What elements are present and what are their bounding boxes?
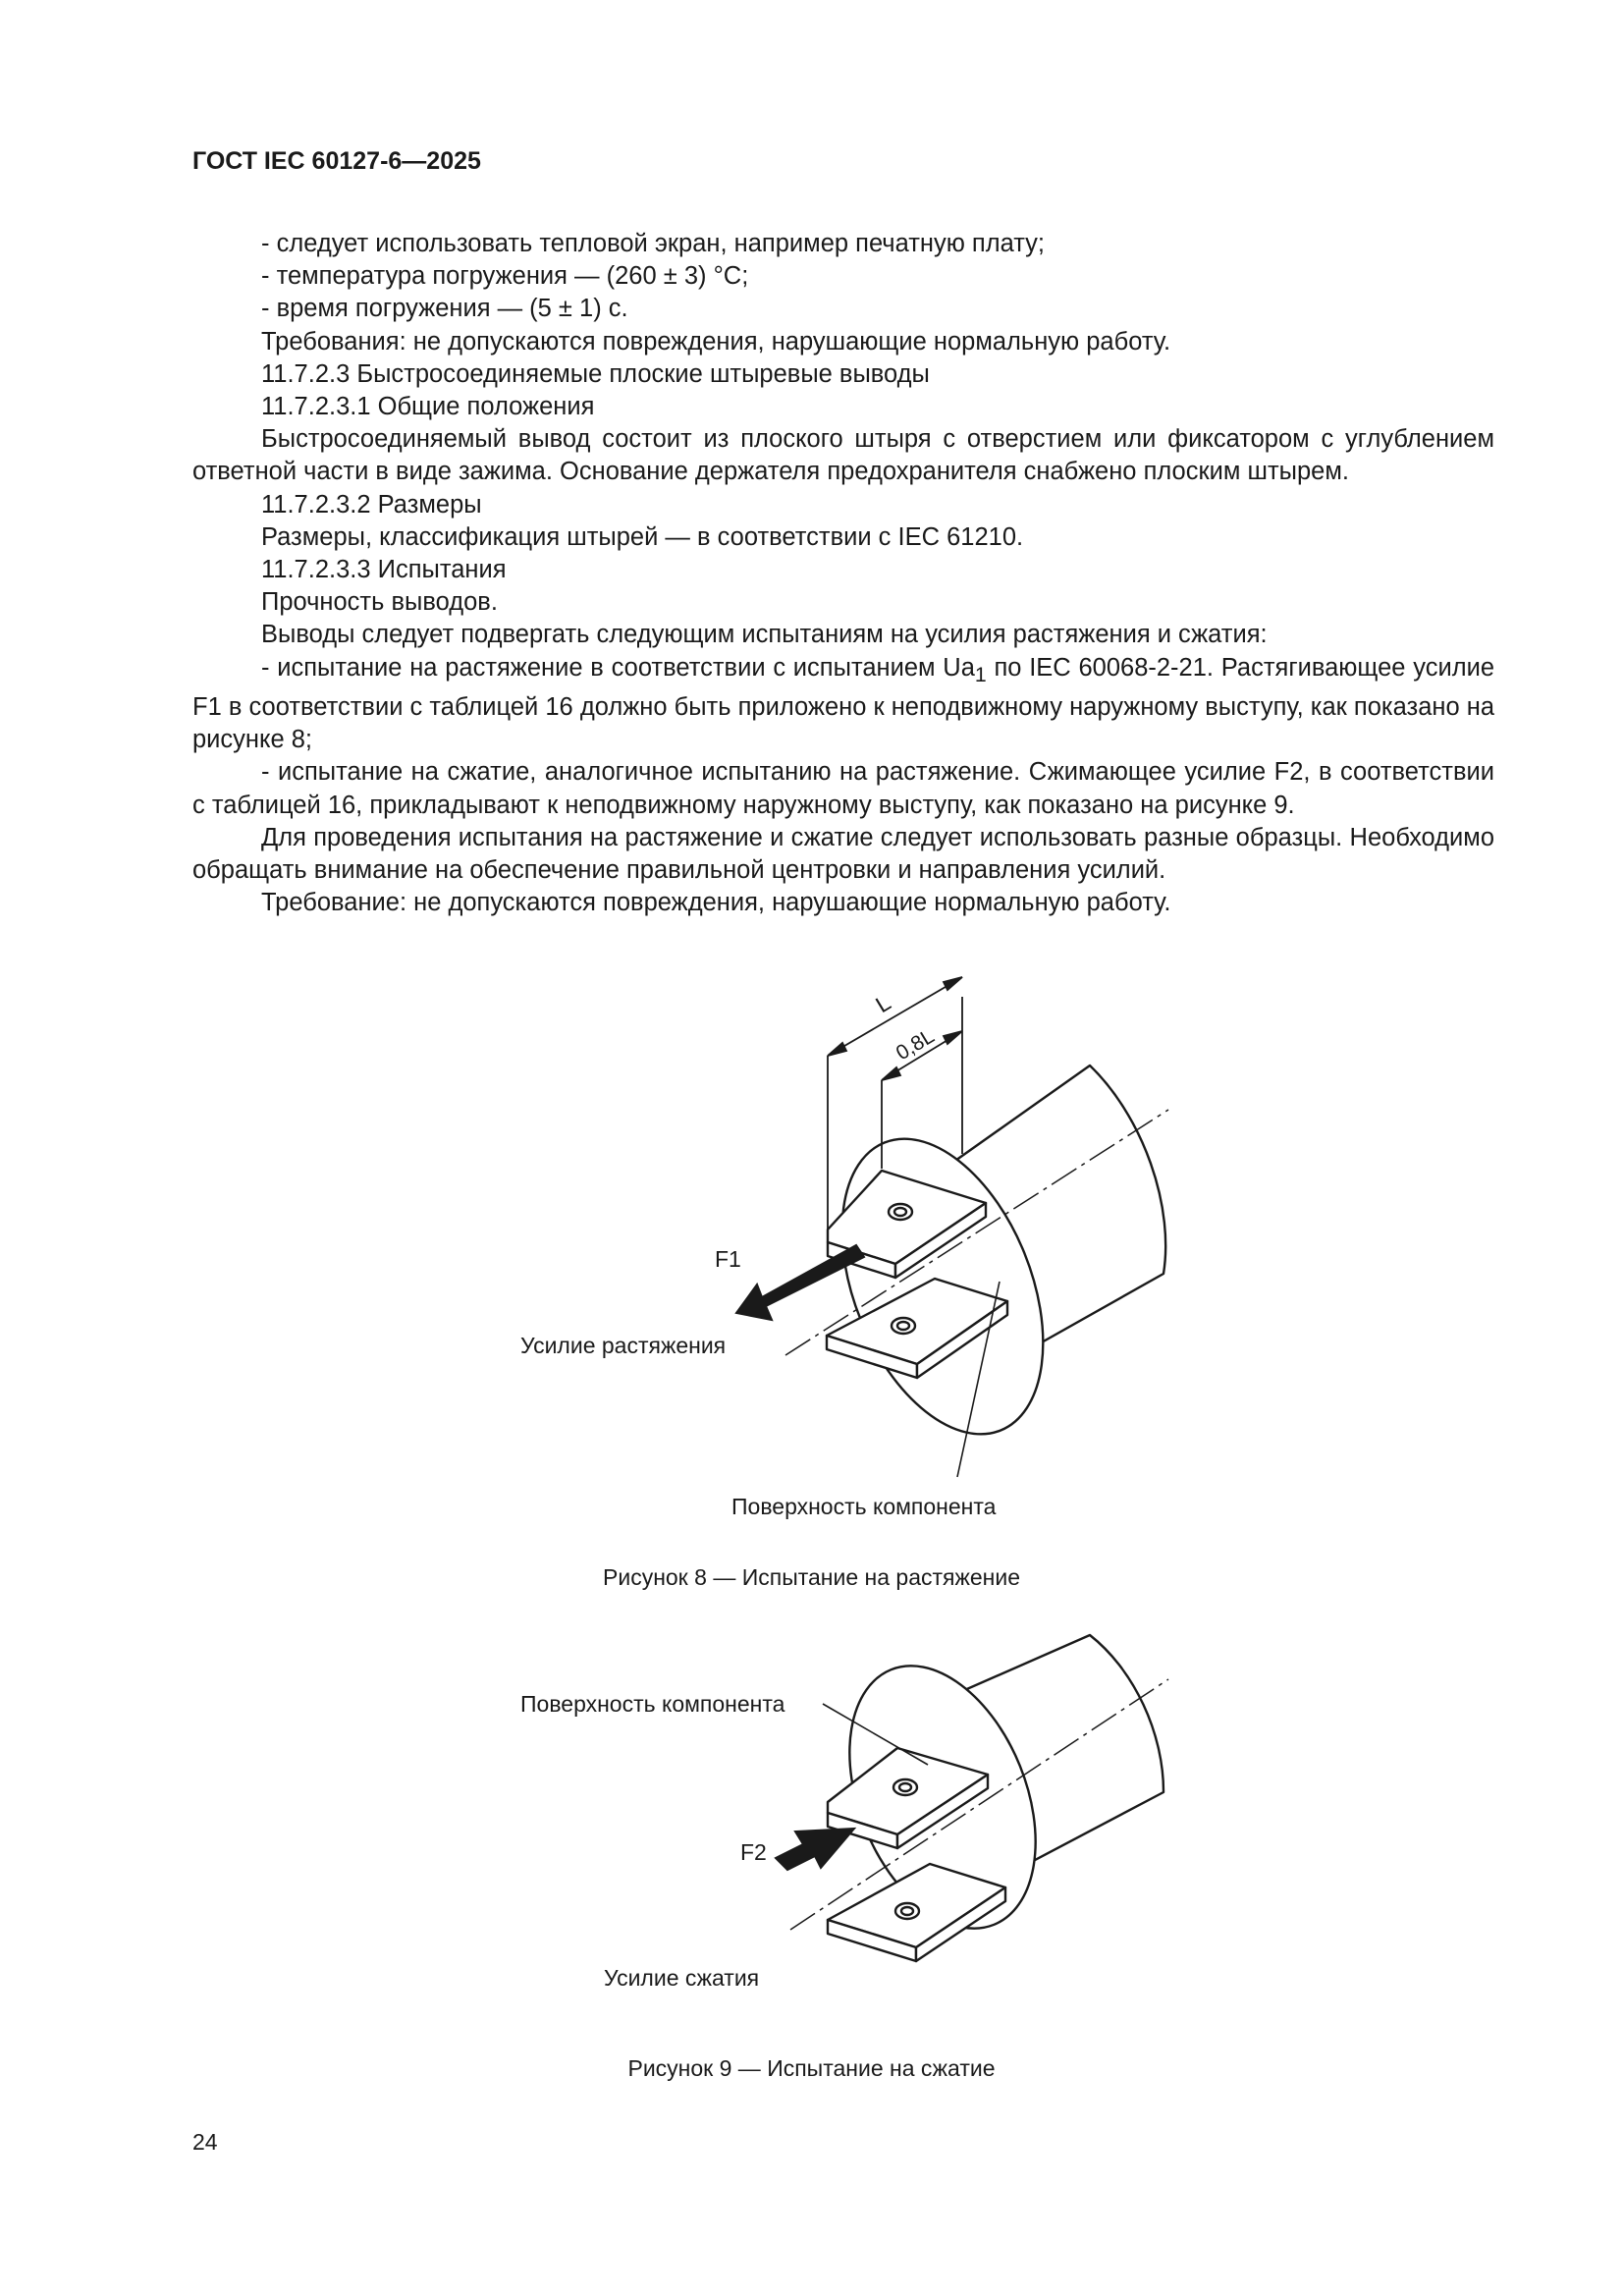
figure-9 [491, 1611, 1237, 2023]
document-header: ГОСТ IEC 60127-6—2025 [192, 147, 481, 175]
text-run: - испытание на растяжение в соответствии с испытанием Ua [261, 653, 975, 682]
paragraph: Прочность выводов. [261, 588, 498, 617]
section-heading: 11.7.2.3.2 Размеры [261, 490, 482, 519]
paragraph: - время погружения — (5 ± 1) с. [261, 295, 628, 323]
force-label-f2: F2 [740, 1839, 767, 1865]
section-heading: 11.7.2.3.3 Испытания [261, 556, 507, 584]
paragraph: Для проведения испытания на растяжение и сжатие следует использовать разные образцы. Необходимо обращать внимание на обеспечение правильной центровки и направления усилий. [192, 823, 1494, 884]
figure-8-drawing [491, 962, 1237, 1532]
figure-8 [491, 962, 1237, 1532]
paragraph: Размеры, классификация штырей — в соответствии с IEC 61210. [261, 522, 1024, 551]
force-label-f1: F1 [715, 1246, 741, 1272]
subscript: 1 [974, 662, 987, 686]
paragraph: Требование: не допускаются повреждения, нарушающие нормальную работу. [261, 889, 1171, 917]
paragraph: - испытание на сжатие, аналогичное испытанию на растяжение. Сжимающее усилие F2, в соответствии с таблицей 16, прикладывают к неподвижному наружному выступу, как показано на рисунке 9. [192, 758, 1494, 819]
figure-9-drawing [491, 1611, 1237, 2023]
page-number: 24 [192, 2129, 218, 2155]
dimension-08l: 0,8L [892, 1024, 939, 1066]
paragraph: Быстросоединяемый вывод состоит из плоского штыря с отверстием или фиксатором с углублением ответной части в виде зажима. Основание держателя предохранителя снабжено плоским штырем. [192, 425, 1494, 486]
section-heading: 11.7.2.3.1 Общие положения [261, 393, 595, 421]
force-desc-compression: Усилие сжатия [604, 1965, 760, 1991]
paragraph: - следует использовать тепловой экран, например печатную плату; [261, 230, 1046, 257]
section-heading: 11.7.2.3 Быстросоединяемые плоские штыревые выводы [261, 359, 930, 388]
figure-9-caption: Рисунок 9 — Испытание на сжатие [627, 2055, 996, 2081]
force-desc-tension: Усилие растяжения [520, 1333, 727, 1358]
paragraph [192, 652, 1494, 757]
figure-8-caption: Рисунок 8 — Испытание на растяжение [603, 1564, 1020, 1590]
force-arrow-f2 [776, 1829, 854, 1870]
paragraph: - температура погружения — (260 ± 3) °С; [261, 262, 749, 291]
dimension-l: L [871, 989, 895, 1018]
surface-label: Поверхность компонента [520, 1691, 785, 1717]
paragraph: Выводы следует подвергать следующим испытаниям на усилия растяжения и сжатия: [261, 621, 1268, 649]
body-text [192, 228, 1494, 919]
text-run: по IEC 60068-2-21. Растягивающее усилие F1 в соответствии с таблицей 16 должно быть приложено к неподвижному наружному выступу, как показано на рисунке 8; [192, 653, 1494, 754]
force-arrow-f1 [736, 1245, 864, 1320]
surface-label: Поверхность компонента [731, 1494, 997, 1519]
paragraph: Требования: не допускаются повреждения, нарушающие нормальную работу. [261, 327, 1171, 355]
